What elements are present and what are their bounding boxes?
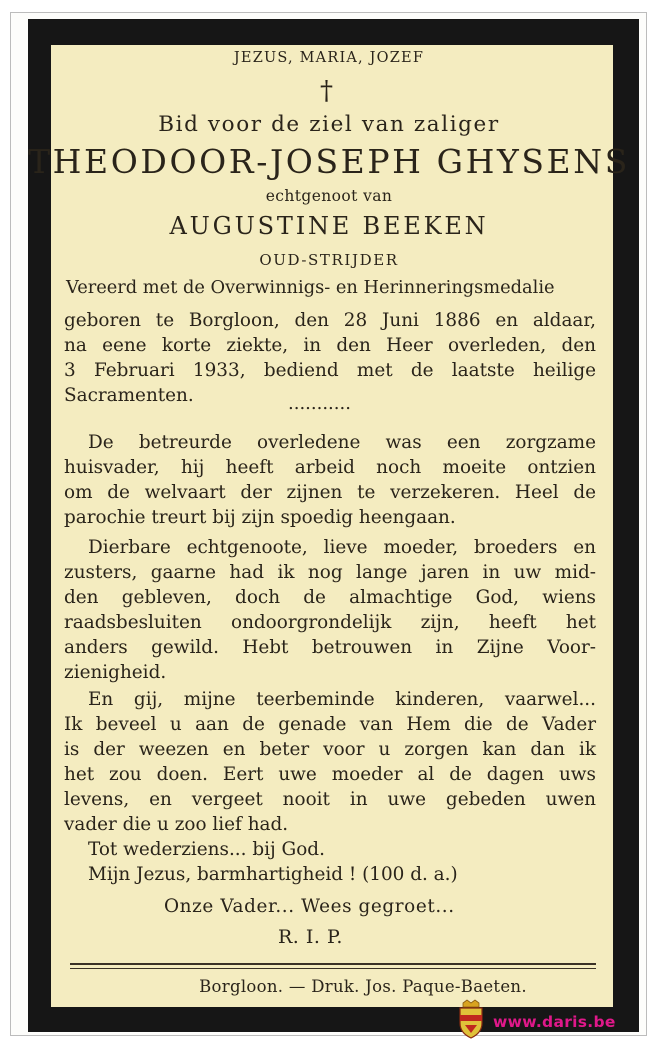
para2-line-1: Dierbare echtgenoote, lieve moeder, broeders en [88, 537, 596, 558]
crest-icon [457, 999, 485, 1039]
watermark-text: www.daris.be [493, 1013, 616, 1031]
bio-line-2: na eene korte ziekte, in den Heer overleden, den [64, 335, 596, 356]
rip-line: R. I. P. [278, 926, 343, 948]
deceased-name: THEODOOR-JOSEPH GHYSENS [28, 142, 630, 181]
para1-line-1: De betreurde overledene was een zorgzame [88, 432, 596, 453]
para2-line-5: anders gewild. Hebt betrouwen in Zijne Voor- [64, 637, 596, 658]
para2-line-6: zienigheid. [64, 662, 167, 683]
para2-line-2: zusters, gaarne had ik nog lange jaren in uw mid- [64, 562, 596, 583]
spouse-name: AUGUSTINE BEEKEN [169, 212, 489, 240]
invocation: JEZUS, MARIA, JOZEF [233, 50, 425, 66]
para3-line-6: vader die u zoo lief had. [64, 814, 289, 835]
honor-line: Vereerd met de Overwinnigs- en Herinneringsmedalie [66, 277, 555, 298]
para3-line-5: levens, en vergeet nooit in uwe gebeden uwen [64, 789, 596, 810]
printer-line: Borgloon. — Druk. Jos. Paque-Baeten. [199, 977, 527, 996]
para1-line-2: huisvader, hij heeft arbeid noch moeite ontzien [64, 457, 596, 478]
para1-line-4: parochie treurt bij zijn spoedig heengaan. [64, 507, 456, 528]
intro-line: Bid voor de ziel van zaliger [158, 112, 500, 137]
para3-line-1: En gij, mijne teerbeminde kinderen, vaarwel... [88, 689, 596, 710]
para1-line-3: om de welvaart der zijnen te verzekeren. Heel de [64, 482, 596, 503]
bio-line-4: Sacramenten. [64, 385, 194, 406]
footer-rule-top [70, 963, 596, 965]
footer-rule-bottom [70, 968, 596, 969]
para3-line-3: is der weezen en beter voor u zorgen kan dan ik [64, 739, 596, 760]
para3-line-4: het zou doen. Eert uwe moeder al de dagen uws [64, 764, 596, 785]
cross-icon: † [320, 76, 333, 106]
para2-line-3: den gebleven, doch de almachtige God, wiens [64, 587, 596, 608]
bio-line-1: geboren te Borgloon, den 28 Juni 1886 en aldaar, [64, 310, 596, 331]
closing-line-2: Mijn Jezus, barmhartigheid ! (100 d. a.) [88, 864, 458, 885]
closing-line-1: Tot wederziens... bij God. [88, 839, 325, 860]
bio-line-3: 3 Februari 1933, bediend met de laatste heilige [64, 360, 596, 381]
veteran-title: OUD-STRIJDER [259, 251, 399, 269]
separator-dots: ........... [288, 393, 351, 414]
spouse-label: echtgenoot van [265, 187, 393, 205]
prayer-line: Onze Vader... Wees gegroet... [164, 896, 455, 917]
para3-line-2: Ik beveel u aan de genade van Hem die de Vader [64, 714, 596, 735]
para2-line-4: raadsbesluiten ondoorgrondelijk zijn, heeft het [64, 612, 596, 633]
